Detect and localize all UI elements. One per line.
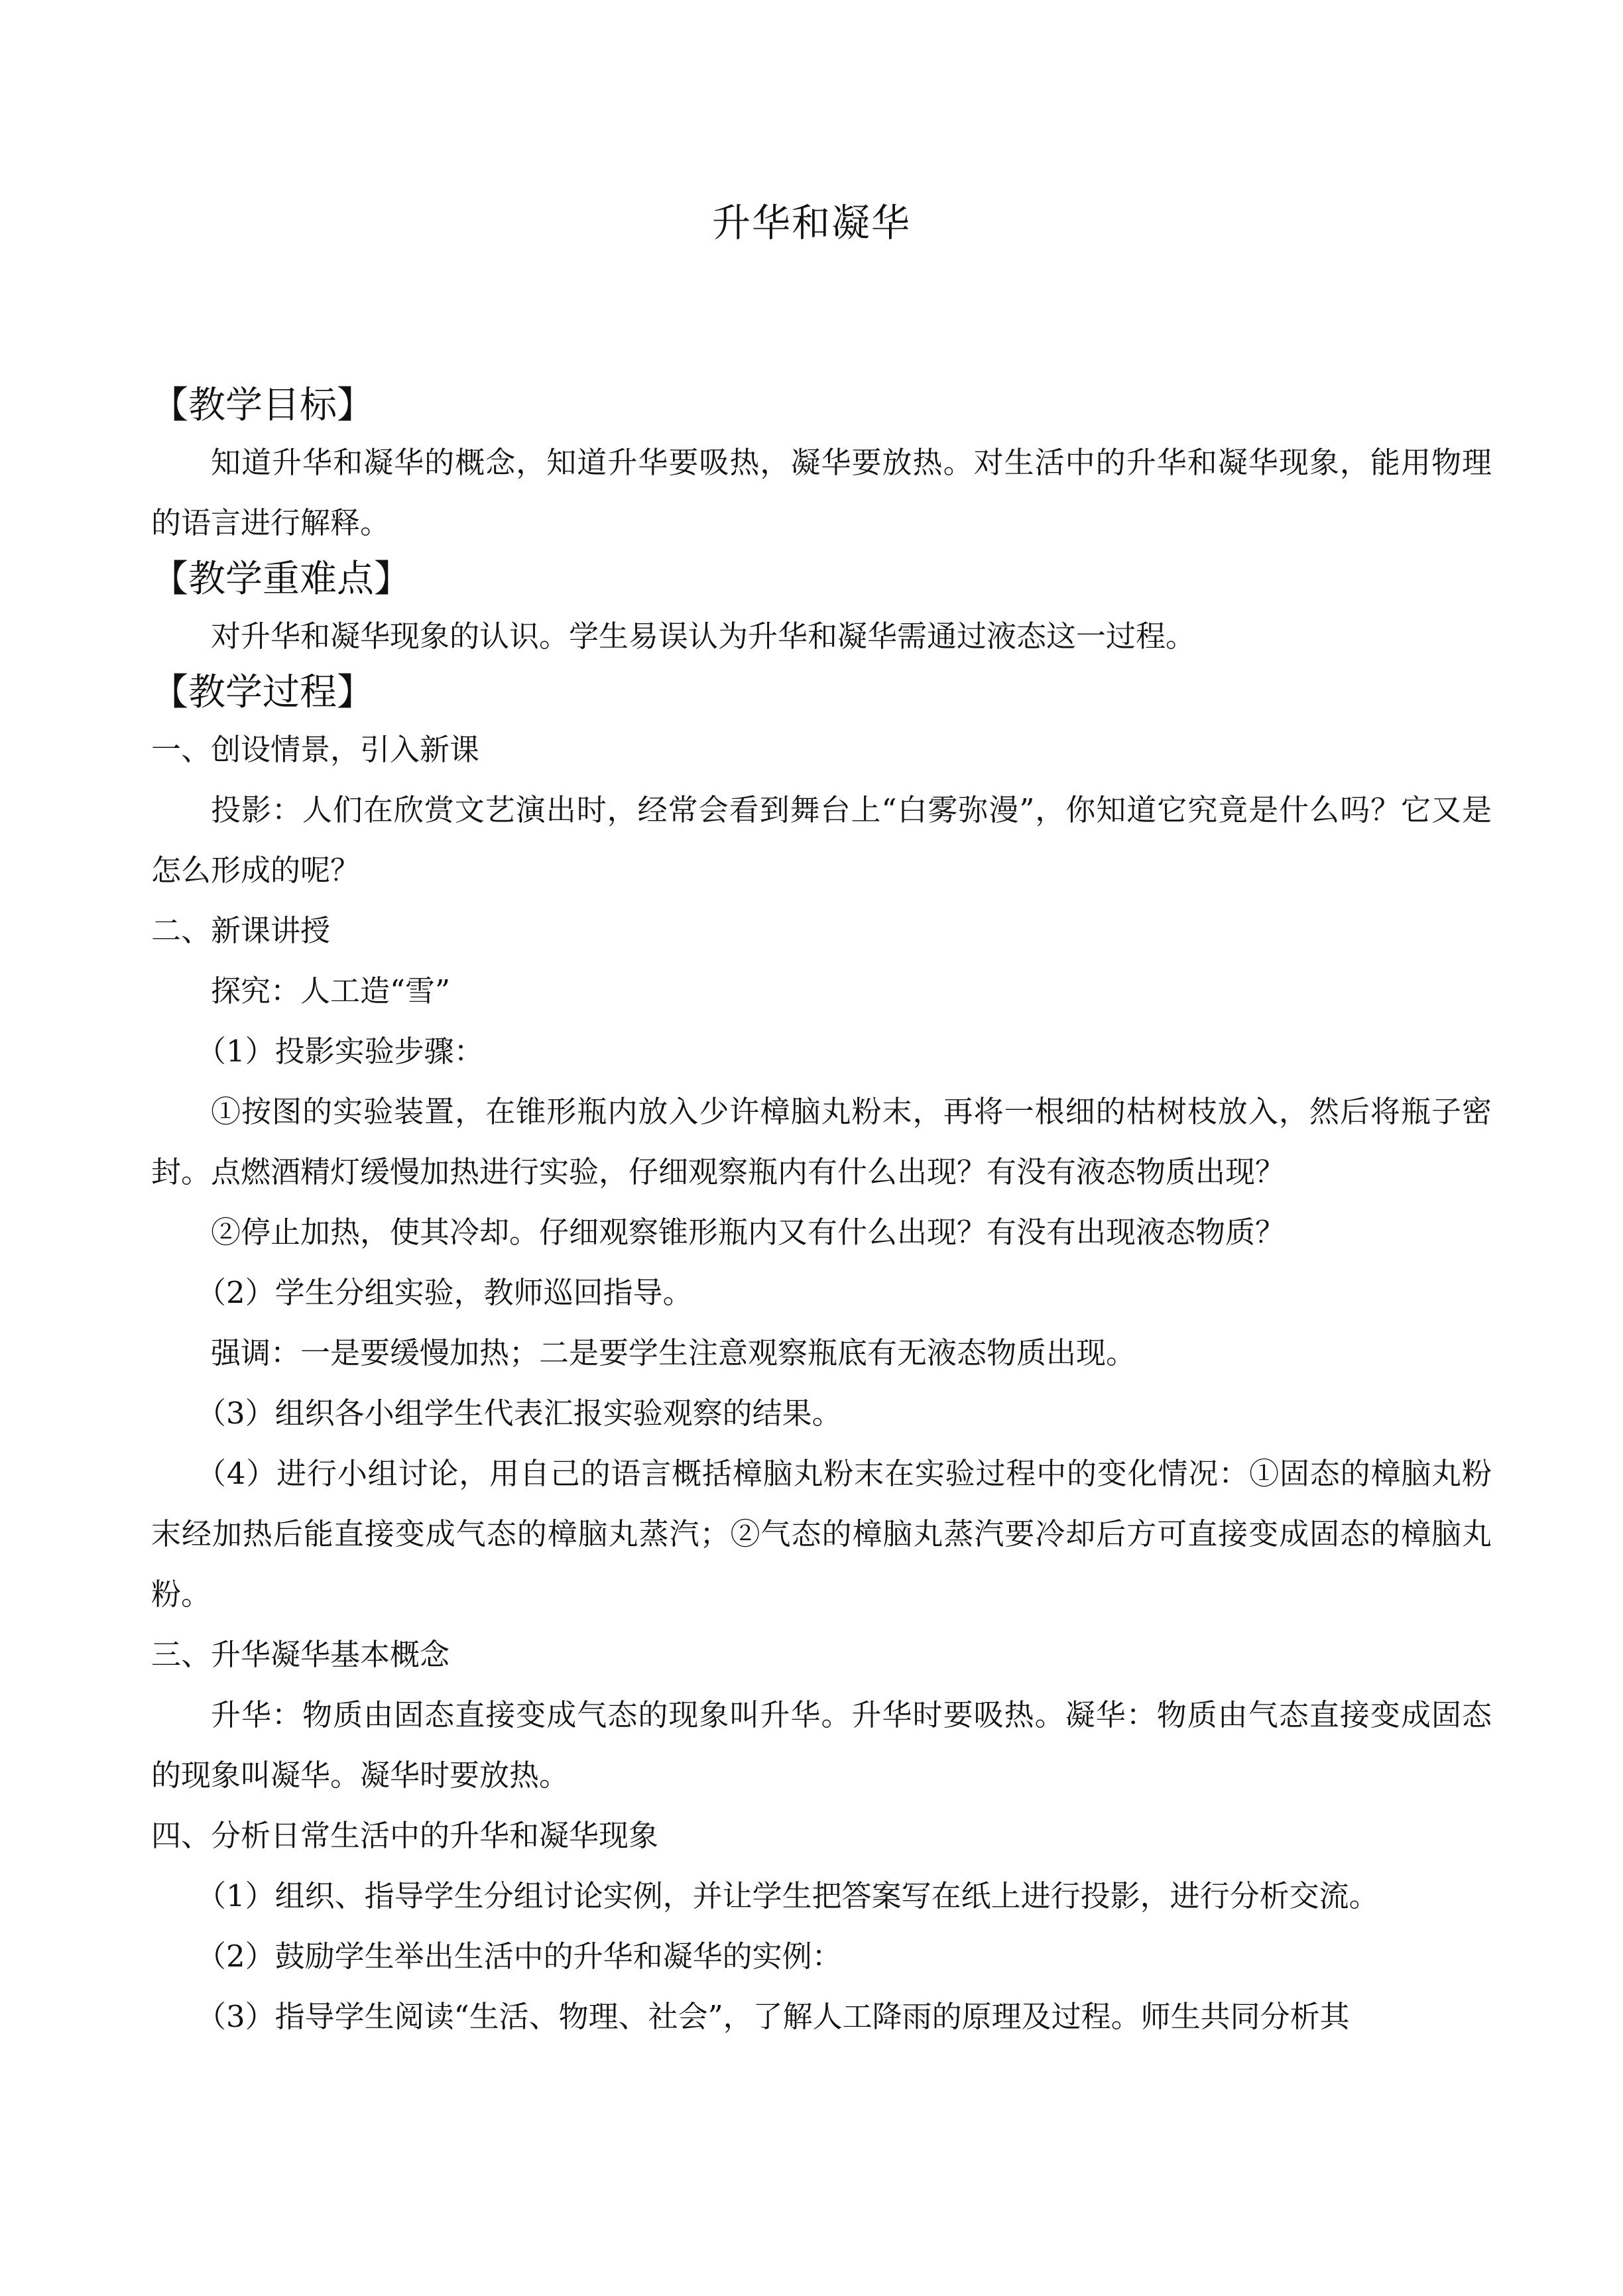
section-3-paragraph: 升华：物质由固态直接变成气态的现象叫升华。升华时要吸热。凝华：物质由气态直接变成固态的现象叫凝华。凝华时要放热。 [151, 1697, 1492, 1793]
section-4-item-2: （2）鼓励学生举出生活中的升华和凝华的实例： [196, 1939, 842, 1974]
section-3-title: 三、升华凝华基本概念 [151, 1637, 450, 1672]
section-2-step-1a: ①按图的实验装置，在锥形瓶内放入少许樟脑丸粉末，再将一根细的枯树枝放入，然后将瓶子密封。点燃酒精灯缓慢加热进行实验，仔细观察瓶内有什么出现？有没有液态物质出现？ [151, 1094, 1492, 1189]
key-points-paragraph: 对升华和凝华现象的认识。学生易误认为升华和凝华需通过液态这一过程。 [211, 619, 1196, 654]
section-2-step-1: （1）投影实验步骤： [196, 1034, 484, 1069]
section-4-item-3: （3）指导学生阅读“生活、物理、社会”，了解人工降雨的原理及过程。师生共同分析其 [196, 1999, 1350, 2034]
section-4-item-1: （1）组织、指导学生分组讨论实例，并让学生把答案写在纸上进行投影，进行分析交流。 [196, 1878, 1379, 1913]
section-4-title: 四、分析日常生活中的升华和凝华现象 [151, 1818, 659, 1853]
heading-teaching-goal: 【教学目标】 [151, 384, 374, 427]
section-2-inquiry: 探究：人工造“雪” [211, 973, 451, 1008]
document-body [151, 379, 1492, 2047]
heading-key-points: 【教学重难点】 [151, 558, 411, 601]
section-2-step-1b: ②停止加热，使其冷却。仔细观察锥形瓶内又有什么出现？有没有出现液态物质？ [211, 1215, 1286, 1250]
goal-paragraph: 知道升华和凝华的概念，知道升华要吸热，凝华要放热。对生活中的升华和凝华现象，能用物理的语言进行解释。 [151, 445, 1492, 540]
page-title: 升华和凝华 [711, 200, 911, 245]
section-2-title: 二、新课讲授 [151, 913, 331, 948]
section-1-paragraph: 投影：人们在欣赏文艺演出时，经常会看到舞台上“白雾弥漫”，你知道它究竟是什么吗？它又是怎么形成的呢？ [151, 792, 1492, 888]
section-2-emphasis: 强调：一是要缓慢加热；二是要学生注意观察瓶底有无液态物质出现。 [211, 1335, 1136, 1370]
section-2-step-4: （4）进行小组讨论，用自己的语言概括樟脑丸粉末在实验过程中的变化情况：①固态的樟脑丸粉末经加热后能直接变成气态的樟脑丸蒸汽；②气态的樟脑丸蒸汽要冷却后方可直接变成固态的樟脑丸粉。 [151, 1456, 1492, 1612]
heading-teaching-process: 【教学过程】 [151, 671, 374, 714]
section-2-step-3: （3）组织各小组学生代表汇报实验观察的结果。 [196, 1396, 842, 1431]
section-2-step-2: （2）学生分组实验，教师巡回指导。 [196, 1275, 693, 1310]
section-1-title: 一、创设情景，引入新课 [151, 732, 480, 767]
